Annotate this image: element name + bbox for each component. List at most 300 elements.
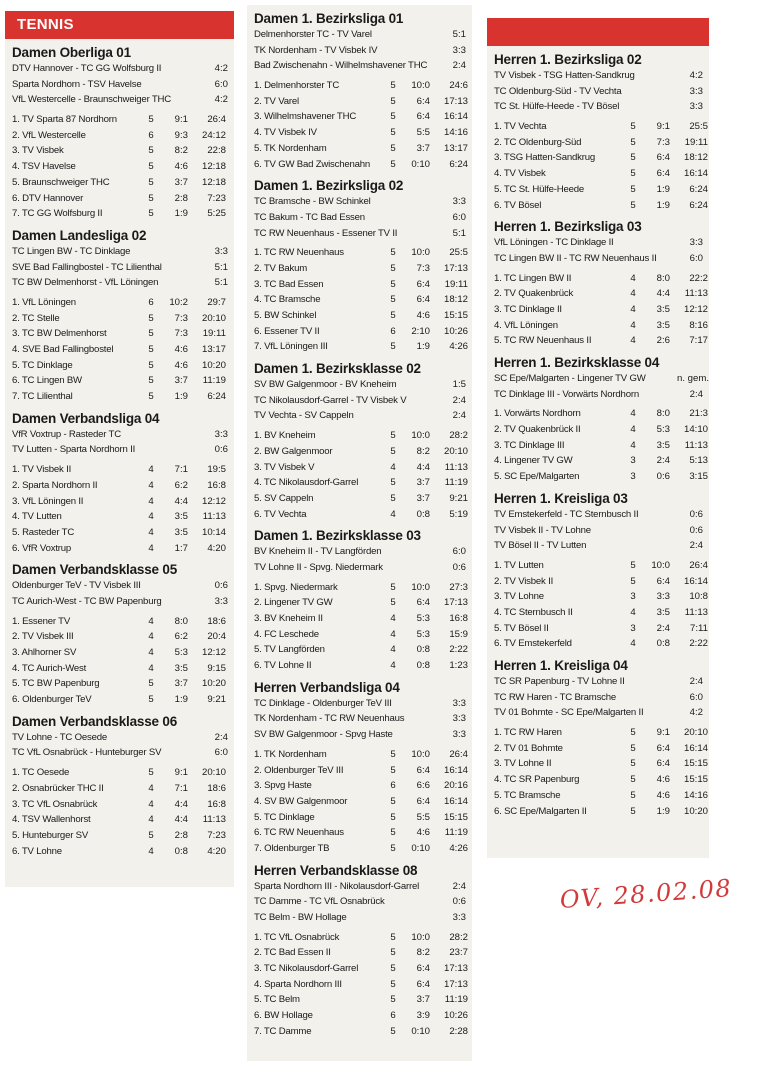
games-played: 4: [630, 335, 636, 347]
match-teams: TC Dinklage - Oldenburger TeV III: [254, 697, 392, 709]
team-name: 5. SC Epe/Malgarten: [494, 471, 580, 483]
set-ratio: 11:13: [684, 288, 708, 300]
league-list: [5, 44, 234, 859]
team-name: 2. TV Quakenbrück: [494, 288, 574, 300]
standings-row: [494, 756, 708, 772]
team-name: 5. TV Bösel II: [494, 622, 549, 634]
match-score: 2:4: [689, 540, 703, 552]
set-ratio: 7:11: [690, 622, 708, 634]
league-block: [487, 657, 709, 819]
standings-row: [12, 143, 230, 159]
set-ratio: 9:15: [207, 662, 226, 674]
team-name: 6. TV Emstekerfeld: [494, 638, 572, 650]
points: 10:0: [411, 80, 430, 92]
league-block: [247, 360, 472, 522]
games-played: 5: [390, 142, 396, 154]
standings-row: [254, 460, 468, 476]
points: 3:7: [416, 477, 430, 489]
points: 1:9: [174, 391, 188, 403]
match-row: [494, 523, 705, 539]
team-name: 7. TC Lilienthal: [12, 391, 73, 403]
games-played: 4: [148, 495, 154, 507]
set-ratio: 26:4: [449, 748, 468, 760]
games-played: 5: [148, 344, 154, 355]
match-score: 3:3: [689, 85, 703, 97]
team-name: 7. VfL Löningen III: [254, 341, 328, 353]
team-name: 2. TV Quakenbrück II: [494, 424, 581, 436]
set-ratio: 11:19: [444, 477, 468, 489]
games-played: 3: [630, 455, 636, 467]
set-ratio: 11:19: [444, 827, 468, 839]
points: 4:6: [174, 161, 188, 173]
team-name: 2. TC Stelle: [12, 312, 60, 324]
team-name: 1. TC RW Neuenhaus: [254, 247, 344, 259]
games-played: 5: [390, 795, 396, 807]
points: 6:4: [656, 152, 670, 164]
match-teams: SVE Bad Fallingbostel - TC Lilienthal: [12, 261, 162, 273]
points: 1:9: [656, 183, 670, 195]
match-score: 4:2: [214, 63, 228, 74]
points: 9:1: [656, 121, 670, 133]
match-teams: TC Lingen BW II - TC RW Neuenhaus II: [494, 252, 657, 264]
points: 3:5: [174, 662, 188, 674]
points: 4:6: [174, 359, 188, 371]
match-score: 0:6: [689, 508, 703, 520]
team-name: 3. Spvg Haste: [254, 780, 312, 792]
standings-row: [494, 438, 708, 454]
match-teams: BV Kneheim II - TV Langförden: [254, 546, 382, 558]
set-ratio: 7:23: [207, 192, 226, 204]
games-played: 5: [148, 391, 154, 403]
standings-row: [12, 478, 230, 494]
standings-row: [12, 797, 230, 813]
points: 1:9: [174, 694, 188, 706]
league-list: [487, 51, 709, 819]
column-1: [5, 11, 234, 887]
standings-row: [12, 358, 230, 374]
games-played: 5: [630, 168, 636, 180]
points: 8:0: [656, 272, 670, 284]
set-ratio: 26:4: [689, 559, 708, 571]
league-title: Damen 1. Bezirksklasse 03: [254, 528, 421, 544]
team-name: 4. Lingener TV GW: [494, 455, 573, 467]
standings-row: [494, 621, 708, 637]
points: 10:0: [411, 931, 430, 943]
column-2: [247, 5, 472, 1061]
league-title: Damen Landesliga 02: [12, 227, 147, 243]
points: 3:7: [416, 492, 430, 504]
games-played: 4: [148, 479, 154, 491]
set-ratio: 1:23: [449, 660, 468, 672]
team-name: 1. TC RW Haren: [494, 727, 562, 739]
standings-row: [494, 636, 708, 652]
games-played: 5: [630, 121, 636, 133]
team-name: 6. DTV Hannover: [12, 192, 84, 204]
standings-row: [494, 198, 708, 214]
standings-row: [494, 422, 708, 438]
match-teams: Delmenhorster TC - TV Varel: [254, 29, 372, 40]
standings-row: [12, 206, 230, 222]
games-played: 5: [390, 80, 396, 92]
games-played: 4: [148, 647, 154, 658]
league-block: [5, 227, 234, 405]
games-played: 3: [630, 591, 636, 603]
points: 4:4: [174, 495, 188, 507]
games-played: 5: [390, 262, 396, 274]
points: 3:5: [174, 526, 188, 538]
team-name: 5. TC Belm: [254, 994, 300, 1006]
match-score: 3:3: [452, 697, 466, 709]
set-ratio: 5:13: [689, 455, 708, 467]
standings-row: [12, 311, 230, 327]
points: 6:4: [416, 294, 430, 306]
match-row: [254, 393, 468, 409]
points: 2:10: [411, 325, 430, 337]
team-name: 6. TV Lohne II: [254, 660, 312, 672]
match-row: [494, 507, 705, 523]
games-played: 4: [390, 613, 396, 624]
match-row: [494, 690, 705, 706]
games-played: 4: [630, 606, 636, 618]
standings-row: [494, 286, 708, 302]
match-teams: TV Emstekerfeld - TC Sternbusch II: [494, 508, 639, 520]
match-row: [12, 244, 230, 260]
team-name: 3. TC Nikolausdorf-Garrel: [254, 963, 359, 975]
team-name: 6. TV Bösel: [494, 199, 542, 211]
games-played: 6: [148, 296, 154, 308]
points: 10:0: [411, 748, 430, 760]
set-ratio: 23:7: [449, 947, 468, 959]
points: 3:9: [416, 1010, 430, 1022]
set-ratio: 17:13: [443, 262, 468, 274]
team-name: 3. VfL Löningen II: [12, 495, 84, 507]
match-row: [12, 745, 230, 761]
points: 8:2: [174, 145, 188, 157]
set-ratio: 20:10: [443, 445, 468, 457]
team-name: 5. TC Dinklage: [254, 811, 315, 823]
set-ratio: 11:19: [202, 375, 226, 387]
team-name: 4. SV BW Galgenmoor: [254, 795, 348, 807]
match-score: 3:3: [214, 245, 228, 257]
points: 5:3: [656, 424, 670, 436]
team-name: 1. TV Visbek II: [12, 464, 72, 476]
games-played: 4: [148, 511, 154, 523]
set-ratio: 26:4: [207, 114, 226, 126]
points: 5:3: [416, 613, 430, 624]
points: 9:3: [174, 129, 188, 141]
set-ratio: 10:26: [443, 1010, 468, 1022]
set-ratio: 9:21: [449, 492, 468, 504]
league-block: [247, 177, 472, 355]
games-played: 5: [148, 375, 154, 387]
standings-row: [12, 692, 230, 708]
match-row: [494, 99, 705, 115]
team-name: 5. TV Langförden: [254, 644, 325, 656]
points: 1:9: [656, 805, 670, 817]
set-ratio: 20:10: [683, 727, 708, 739]
set-ratio: 4:26: [449, 842, 468, 854]
match-teams: TC Bramsche - BW Schinkel: [254, 196, 371, 208]
team-name: 1. TV Sparta 87 Nordhorn: [12, 114, 117, 126]
team-name: 4. TV Visbek: [494, 168, 546, 180]
match-row: [254, 560, 468, 576]
games-played: 5: [390, 430, 396, 442]
league-block: [487, 51, 709, 213]
match-teams: TC Damme - TC VfL Osnabrück: [254, 896, 385, 908]
team-name: 5. TC St. Hülfe-Heede: [494, 183, 585, 195]
games-played: 6: [390, 1010, 396, 1022]
team-name: 3. TC Bad Essen: [254, 278, 324, 290]
points: 6:4: [416, 111, 430, 123]
points: 10:2: [169, 296, 188, 308]
games-played: 4: [630, 424, 636, 436]
games-played: 5: [630, 575, 636, 587]
points: 4:6: [174, 344, 188, 355]
match-teams: VfL Westercelle - Braunschweiger THC: [12, 94, 171, 106]
match-row: [12, 77, 230, 93]
match-teams: TV Bösel II - TV Lutten: [494, 540, 587, 552]
match-score: 6:0: [689, 252, 703, 264]
match-row: [12, 427, 230, 443]
games-played: 5: [390, 477, 396, 489]
standings-row: [254, 747, 468, 763]
match-teams: TV Vechta - SV Cappeln: [254, 410, 354, 422]
set-ratio: 11:13: [684, 606, 708, 618]
set-ratio: 6:24: [207, 391, 226, 403]
standings-row: [254, 930, 468, 946]
league-block: [5, 561, 234, 708]
match-teams: TV Visbek II - TV Lohne: [494, 524, 591, 536]
standings-row: [254, 1024, 468, 1040]
match-row: [254, 544, 468, 560]
set-ratio: 16:14: [683, 575, 708, 587]
standings-row: [12, 812, 230, 828]
set-ratio: 17:13: [443, 597, 468, 609]
standings-row: [254, 763, 468, 779]
match-row: [254, 894, 468, 910]
set-ratio: 17:13: [443, 963, 468, 975]
match-row: [254, 879, 468, 895]
match-score: 2:4: [452, 880, 466, 892]
set-ratio: 12:18: [201, 176, 226, 188]
standings-row: [494, 589, 708, 605]
match-teams: SC Epe/Malgarten - Lingener TV GW: [494, 373, 646, 384]
points: 3:7: [174, 678, 188, 690]
standings-row: [254, 141, 468, 157]
points: 2:8: [174, 192, 188, 204]
set-ratio: 20:16: [443, 780, 468, 792]
standings-row: [494, 333, 708, 349]
team-name: 4. VfL Löningen: [494, 319, 558, 331]
league-block: [5, 410, 234, 557]
standings-row: [254, 292, 468, 308]
games-played: 4: [390, 644, 396, 656]
points: 0:8: [174, 845, 188, 857]
standings-row: [254, 992, 468, 1008]
match-teams: TC SR Papenburg - TV Lohne II: [494, 676, 625, 687]
team-name: 1. VfL Löningen: [12, 296, 76, 308]
set-ratio: 16:8: [449, 613, 468, 624]
team-name: 2. TV 01 Bohmte: [494, 742, 563, 754]
set-ratio: 24:12: [201, 129, 226, 141]
league-title: Damen 1. Bezirksliga 02: [254, 178, 404, 194]
games-played: 4: [148, 798, 154, 810]
points: 0:8: [416, 660, 430, 672]
league-block: [247, 679, 472, 857]
games-played: 4: [630, 638, 636, 650]
standings-row: [254, 444, 468, 460]
team-name: 3. Wilhelmshavener THC: [254, 111, 357, 123]
league-title: Damen Verbandsklasse 05: [12, 562, 178, 578]
points: 0:10: [411, 1025, 430, 1037]
match-row: [254, 226, 468, 242]
team-name: 5. TC Bramsche: [494, 789, 561, 801]
match-score: 3:3: [452, 912, 466, 923]
games-played: 5: [630, 183, 636, 195]
league-title: Damen Verbandsklasse 06: [12, 713, 178, 729]
points: 6:4: [416, 764, 430, 776]
set-ratio: 4:20: [207, 845, 226, 857]
standings-row: [12, 373, 230, 389]
points: 6:2: [174, 631, 188, 643]
games-played: 4: [630, 439, 636, 451]
games-played: 5: [630, 805, 636, 817]
set-ratio: 12:12: [201, 495, 226, 507]
match-score: 2:4: [214, 731, 228, 743]
standings-row: [12, 828, 230, 844]
team-name: 5. TC BW Papenburg: [12, 678, 100, 690]
games-played: 5: [630, 774, 636, 786]
team-name: 6. Essener TV II: [254, 325, 320, 337]
points: 0:10: [411, 842, 430, 854]
games-played: 6: [390, 325, 396, 337]
team-name: 6. Oldenburger TeV: [12, 694, 92, 706]
games-played: 4: [630, 408, 636, 420]
team-name: 1. Vorwärts Nordhorn: [494, 408, 581, 420]
games-played: 4: [148, 814, 154, 826]
team-name: 7. Oldenburger TB: [254, 842, 330, 854]
match-score: n. gem.: [677, 373, 709, 384]
games-played: 4: [390, 461, 396, 473]
match-row: [12, 442, 230, 458]
games-played: 5: [148, 328, 154, 340]
standings-row: [12, 509, 230, 525]
match-row: [254, 711, 468, 727]
match-score: 4:2: [689, 70, 703, 81]
team-name: 6. TV Vechta: [254, 508, 307, 520]
points: 10:0: [411, 430, 430, 442]
set-ratio: 12:12: [201, 647, 226, 658]
set-ratio: 11:13: [202, 511, 226, 523]
points: 10:0: [411, 581, 430, 593]
match-teams: TC RW Haren - TC Bramsche: [494, 691, 617, 703]
team-name: 1. TC VfL Osnabrück: [254, 931, 340, 943]
set-ratio: 10:26: [443, 325, 468, 337]
games-played: 5: [148, 767, 154, 779]
standings-row: [12, 645, 230, 661]
games-played: 5: [390, 247, 396, 259]
points: 5:5: [416, 811, 430, 823]
set-ratio: 10:14: [201, 526, 226, 538]
points: 10:0: [411, 247, 430, 259]
standings-row: [12, 326, 230, 342]
match-score: 3:3: [452, 713, 466, 725]
league-title: Damen 1. Bezirksliga 01: [254, 11, 404, 26]
team-name: 5. Braunschweiger THC: [12, 176, 110, 188]
games-played: 5: [148, 359, 154, 371]
team-name: 5. BW Schinkel: [254, 310, 317, 321]
points: 3:5: [174, 511, 188, 523]
standings-row: [494, 119, 708, 135]
games-played: 5: [148, 312, 154, 324]
set-ratio: 11:13: [444, 461, 468, 473]
team-name: 2. Lingener TV GW: [254, 597, 333, 609]
points: 1:9: [656, 199, 670, 211]
points: 0:8: [416, 508, 430, 520]
team-name: 3. TC Dinklage II: [494, 303, 562, 315]
points: 6:4: [656, 168, 670, 180]
match-teams: TC St. Hülfe-Heede - TV Bösel: [494, 101, 620, 113]
standings-row: [254, 125, 468, 141]
team-name: 4. TC Sternbusch II: [494, 606, 573, 618]
set-ratio: 22:2: [689, 272, 708, 284]
points: 7:1: [174, 782, 188, 794]
games-played: 5: [390, 111, 396, 123]
games-played: 5: [630, 152, 636, 164]
team-name: 4. TC SR Papenburg: [494, 774, 580, 786]
set-ratio: 20:4: [207, 631, 226, 643]
points: 4:4: [656, 288, 670, 300]
match-score: 3:3: [689, 237, 703, 249]
set-ratio: 15:15: [443, 811, 468, 823]
standings-row: [254, 277, 468, 293]
match-teams: TC Belm - BW Hollage: [254, 912, 347, 923]
match-score: 3:3: [214, 595, 228, 607]
points: 3:5: [656, 319, 670, 331]
match-teams: TV Lutten - Sparta Nordhorn II: [12, 444, 136, 456]
games-played: 5: [148, 114, 154, 126]
set-ratio: 7:23: [207, 829, 226, 841]
team-name: 6. TV GW Bad Zwischenahn: [254, 158, 371, 170]
set-ratio: 4:20: [207, 542, 226, 554]
match-teams: TC Aurich-West - TC BW Papenburg: [12, 595, 162, 607]
standings-row: [494, 406, 708, 422]
points: 4:6: [416, 827, 430, 839]
standings-row: [494, 804, 708, 820]
match-score: 6:0: [214, 747, 228, 759]
points: 3:5: [656, 439, 670, 451]
standings-row: [494, 772, 708, 788]
games-played: 4: [390, 508, 396, 520]
match-row: [254, 377, 468, 393]
match-score: 6:0: [452, 211, 466, 223]
games-played: 4: [148, 631, 154, 643]
set-ratio: 16:8: [207, 479, 226, 491]
match-score: 6:0: [689, 691, 703, 703]
team-name: 3. TC VfL Osnabrück: [12, 798, 98, 810]
points: 6:4: [656, 575, 670, 587]
standings-row: [254, 507, 468, 523]
team-name: 1. TV Lutten: [494, 559, 544, 571]
set-ratio: 20:10: [201, 312, 226, 324]
standings-row: [254, 945, 468, 961]
set-ratio: 7:17: [689, 335, 708, 347]
match-teams: TC Oldenburg-Süd - TV Vechta: [494, 85, 622, 97]
team-name: 4. TSV Wallenhorst: [12, 814, 91, 826]
games-played: 5: [390, 294, 396, 306]
games-played: 5: [630, 199, 636, 211]
set-ratio: 17:13: [443, 978, 468, 990]
